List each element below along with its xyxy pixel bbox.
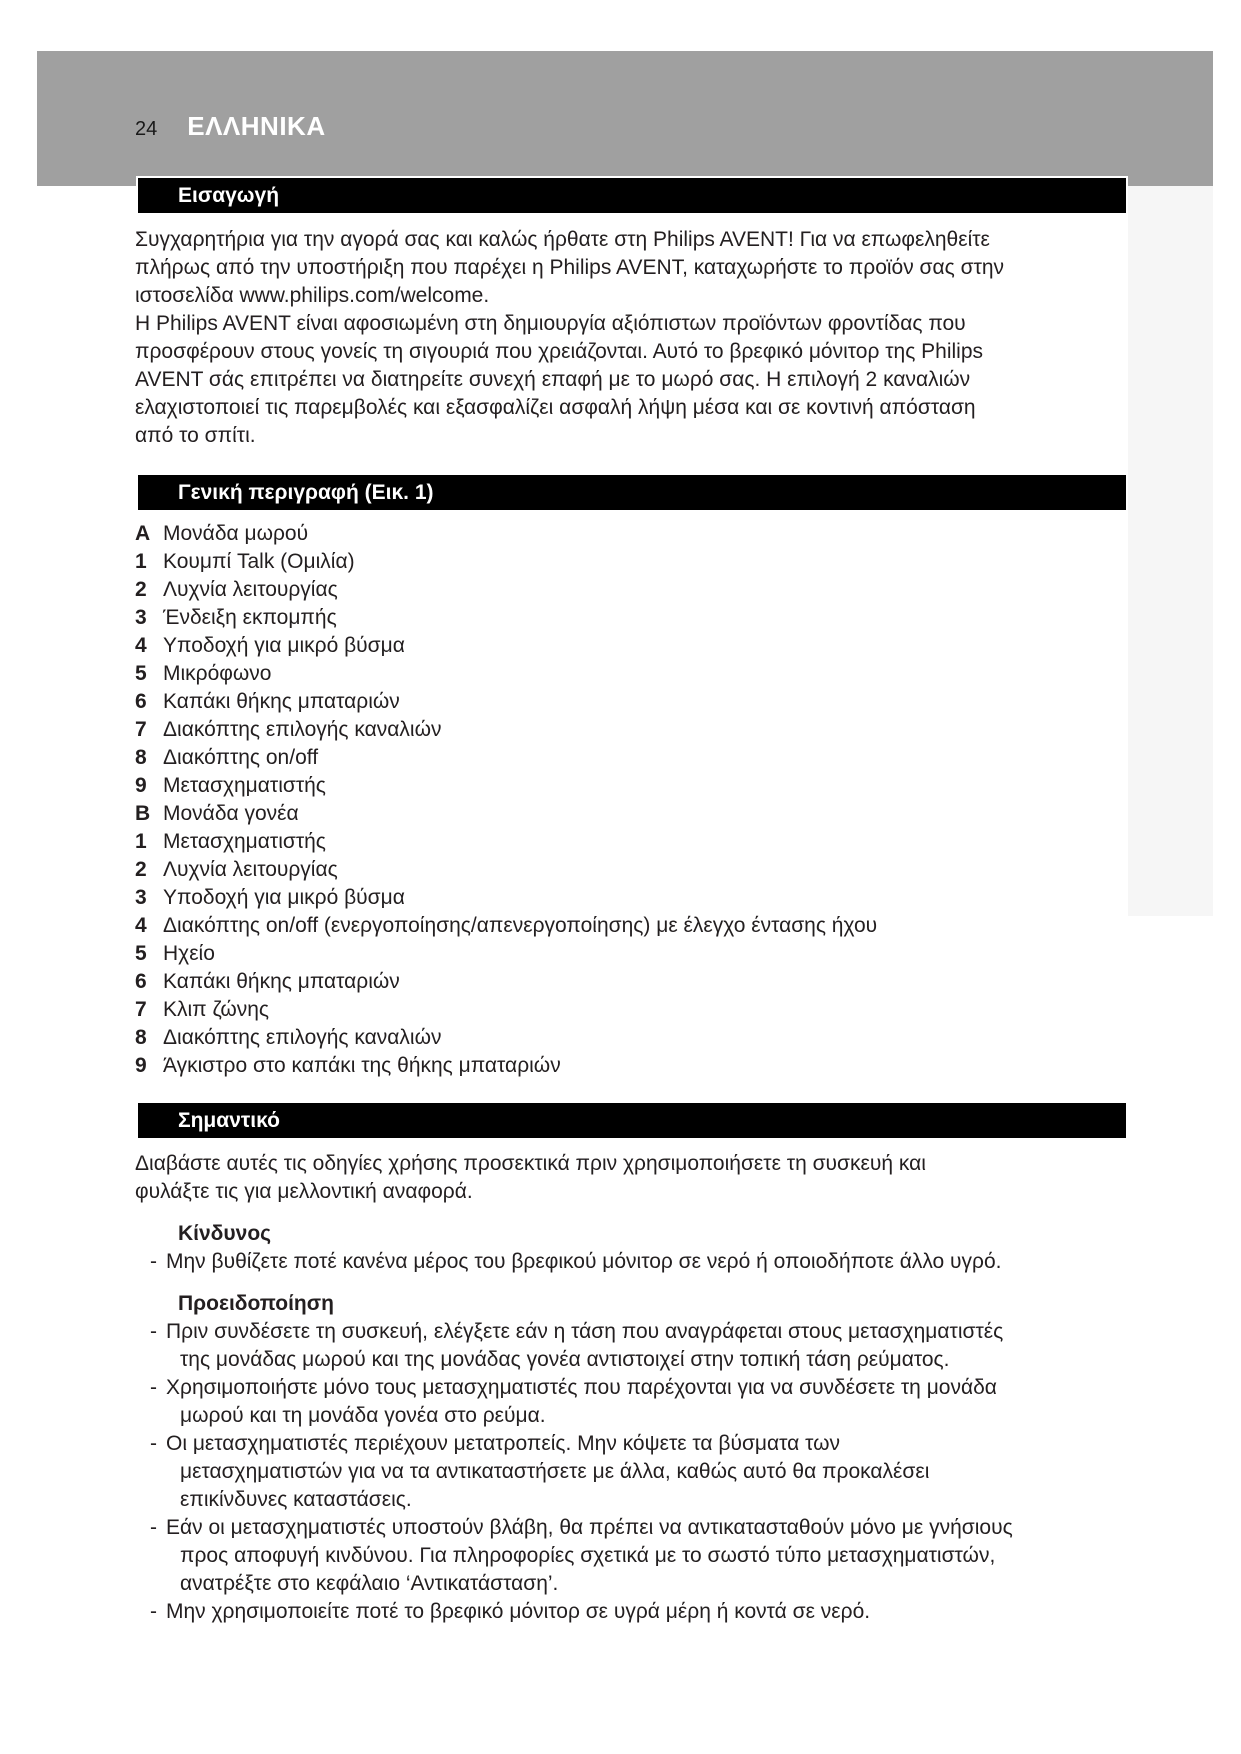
item-key: 3 <box>135 886 147 909</box>
item-label: Μετασχηματιστής <box>163 774 326 797</box>
overview-item <box>0 828 1241 856</box>
item-label: Μετασχηματιστής <box>163 830 326 853</box>
item-label: Διακόπτης επιλογής καναλιών <box>163 718 442 741</box>
item-label: Λυχνία λειτουργίας <box>163 578 338 601</box>
warning-item-continuation: ανατρέξτε στο κεφάλαιο ‘Αντικατάσταση’. <box>180 1572 559 1595</box>
overview-item <box>0 772 1241 800</box>
bullet-dash: - <box>150 1432 157 1455</box>
item-key: B <box>135 802 151 825</box>
overview-item <box>0 744 1241 772</box>
item-label: Κουμπί Talk (Ομιλία) <box>163 550 355 573</box>
warning-item <box>0 1598 1241 1626</box>
warning-item <box>0 1374 1241 1402</box>
section-title-important: Σημαντικό <box>178 1109 280 1132</box>
page-header <box>135 111 326 141</box>
item-label: Υποδοχή για μικρό βύσμα <box>163 634 405 657</box>
section-title-overview: Γενική περιγραφή (Εικ. 1) <box>178 481 434 504</box>
danger-item <box>0 1248 1241 1276</box>
section-bar-important <box>138 1103 1126 1138</box>
section-bar-intro <box>138 178 1126 213</box>
warning-item-continuation: μωρού και τη μονάδα γονέα στο ρεύμα. <box>180 1404 546 1427</box>
overview-item <box>0 576 1241 604</box>
language-title: ΕΛΛΗΝΙΚΑ <box>187 111 326 141</box>
overview-list <box>0 520 1241 1080</box>
item-label: Διακόπτης on/off (ενεργοποίησης/απενεργοποίησης) με έλεγχο έντασης ήχου <box>163 914 878 937</box>
item-label: Διακόπτης on/off <box>163 746 319 769</box>
warning-heading: Προειδοποίηση <box>178 1292 334 1315</box>
item-label: Άγκιστρο στο καπάκι της θήκης μπαταριών <box>163 1054 561 1077</box>
item-key: 5 <box>135 942 147 965</box>
important-intro <box>0 1150 1241 1206</box>
overview-item <box>0 660 1241 688</box>
item-label: Καπάκι θήκης μπαταριών <box>163 970 400 993</box>
item-key: 8 <box>135 1026 147 1049</box>
overview-item <box>0 632 1241 660</box>
warning-item-continuation: μετασχηματιστών για να τα αντικαταστήσετε με άλλα, καθώς αυτό θα προκαλέσει <box>180 1460 930 1483</box>
warning-item-text: Χρησιμοποιήστε μόνο τους μετασχηματιστές που παρέχονται για να συνδέσετε τη μονάδα <box>166 1376 997 1399</box>
item-key: 6 <box>135 690 147 713</box>
overview-item <box>0 968 1241 996</box>
item-label: Καπάκι θήκης μπαταριών <box>163 690 400 713</box>
intro-line: ελαχιστοποιεί τις παρεμβολές και εξασφαλίζει ασφαλή λήψη μέσα και σε κοντινή απόσταση <box>135 396 976 419</box>
warning-item-text: Μην χρησιμοποιείτε ποτέ το βρεφικό μόνιτορ σε υγρά μέρη ή κοντά σε νερό. <box>166 1600 871 1623</box>
item-label: Λυχνία λειτουργίας <box>163 858 338 881</box>
intro-paragraph <box>0 226 1241 450</box>
item-key: 9 <box>135 1054 147 1077</box>
warning-item-continuation: προς αποφυγή κινδύνου. Για πληροφορίες σχετικά με το σωστό τύπο μετασχηματιστών, <box>180 1544 996 1567</box>
item-label: Ηχείο <box>163 942 215 965</box>
item-key: 1 <box>135 830 147 853</box>
item-key: 1 <box>135 550 147 573</box>
overview-item <box>0 604 1241 632</box>
overview-item <box>0 688 1241 716</box>
item-key: 4 <box>135 634 147 657</box>
important-intro-line: Διαβάστε αυτές τις οδηγίες χρήσης προσεκτικά πριν χρησιμοποιήσετε τη συσκευή και <box>135 1152 926 1175</box>
overview-item <box>0 996 1241 1024</box>
overview-item <box>0 716 1241 744</box>
overview-item <box>0 856 1241 884</box>
warning-item-text: Οι μετασχηματιστές περιέχουν μετατροπείς. Μην κόψετε τα βύσματα των <box>166 1432 841 1455</box>
item-key: 2 <box>135 858 147 881</box>
overview-item <box>0 912 1241 940</box>
item-key: 9 <box>135 774 147 797</box>
overview-item <box>0 940 1241 968</box>
bullet-dash: - <box>150 1250 157 1273</box>
item-key: 7 <box>135 998 147 1021</box>
bullet-dash: - <box>150 1600 157 1623</box>
intro-line: προσφέρουν στους γονείς τη σιγουριά που χρειάζονται. Αυτό το βρεφικό μόνιτορ της Philips <box>135 340 984 363</box>
intro-line: Συγχαρητήρια για την αγορά σας και καλώς ήρθατε στη Philips AVENT! Για να επωφεληθείτε <box>135 228 990 251</box>
item-key: 4 <box>135 914 147 937</box>
overview-item <box>0 884 1241 912</box>
overview-item <box>0 800 1241 828</box>
item-label: Διακόπτης επιλογής καναλιών <box>163 1026 442 1049</box>
item-key: 6 <box>135 970 147 993</box>
warning-item-text: Εάν οι μετασχηματιστές υποστούν βλάβη, θα πρέπει να αντικατασταθούν μόνο με γνήσιους <box>166 1516 1013 1539</box>
important-intro-line: φυλάξτε τις για μελλοντική αναφορά. <box>135 1180 473 1203</box>
item-key: 3 <box>135 606 147 629</box>
item-key: 7 <box>135 718 147 741</box>
item-label: Μικρόφωνο <box>163 662 272 685</box>
warning-block <box>0 1290 1241 1626</box>
danger-heading: Κίνδυνος <box>178 1222 272 1245</box>
warning-item <box>0 1514 1241 1542</box>
overview-item <box>0 548 1241 576</box>
intro-line: AVENT σάς επιτρέπει να διατηρείτε συνεχή επαφή με το μωρό σας. Η επιλογή 2 καναλιών <box>135 368 971 391</box>
item-label: Μονάδα μωρού <box>163 522 309 545</box>
warning-item <box>0 1430 1241 1458</box>
item-key: 2 <box>135 578 147 601</box>
intro-line: από το σπίτι. <box>135 424 256 447</box>
item-key: 8 <box>135 746 147 769</box>
item-key: 5 <box>135 662 147 685</box>
page-number: 24 <box>135 118 158 140</box>
item-key: A <box>135 522 151 545</box>
intro-line: ιστοσελίδα www.philips.com/welcome. <box>135 284 490 307</box>
item-label: Υποδοχή για μικρό βύσμα <box>163 886 405 909</box>
overview-item <box>0 520 1241 548</box>
section-bar-overview <box>138 475 1126 510</box>
bullet-dash: - <box>150 1320 157 1343</box>
intro-line: πλήρως από την υποστήριξη που παρέχει η Philips AVENT, καταχωρήστε το προϊόν σας στην <box>135 256 1005 279</box>
bullet-dash: - <box>150 1516 157 1539</box>
warning-item-continuation: της μονάδας μωρού και της μονάδας γονέα αντιστοιχεί στην τοπική τάση ρεύματος. <box>180 1348 950 1371</box>
overview-item <box>0 1024 1241 1052</box>
danger-block <box>0 1220 1241 1276</box>
warning-item <box>0 1318 1241 1346</box>
section-title-intro: Εισαγωγή <box>178 184 280 207</box>
warning-item-text: Πριν συνδέσετε τη συσκευή, ελέγξετε εάν η τάση που αναγράφεται στους μετασχηματιστές <box>166 1320 1004 1343</box>
overview-item <box>0 1052 1241 1080</box>
danger-item-text: Μην βυθίζετε ποτέ κανένα μέρος του βρεφικού μόνιτορ σε νερό ή οποιοδήποτε άλλο υγρό. <box>166 1250 1002 1273</box>
item-label: Ένδειξη εκπομπής <box>163 606 337 629</box>
item-label: Μονάδα γονέα <box>163 802 299 825</box>
warning-item-continuation: επικίνδυνες καταστάσεις. <box>180 1488 412 1511</box>
bullet-dash: - <box>150 1376 157 1399</box>
intro-line: Η Philips AVENT είναι αφοσιωμένη στη δημιουργία αξιόπιστων προϊόντων φροντίδας που <box>135 312 966 335</box>
item-label: Κλιπ ζώνης <box>163 998 270 1021</box>
